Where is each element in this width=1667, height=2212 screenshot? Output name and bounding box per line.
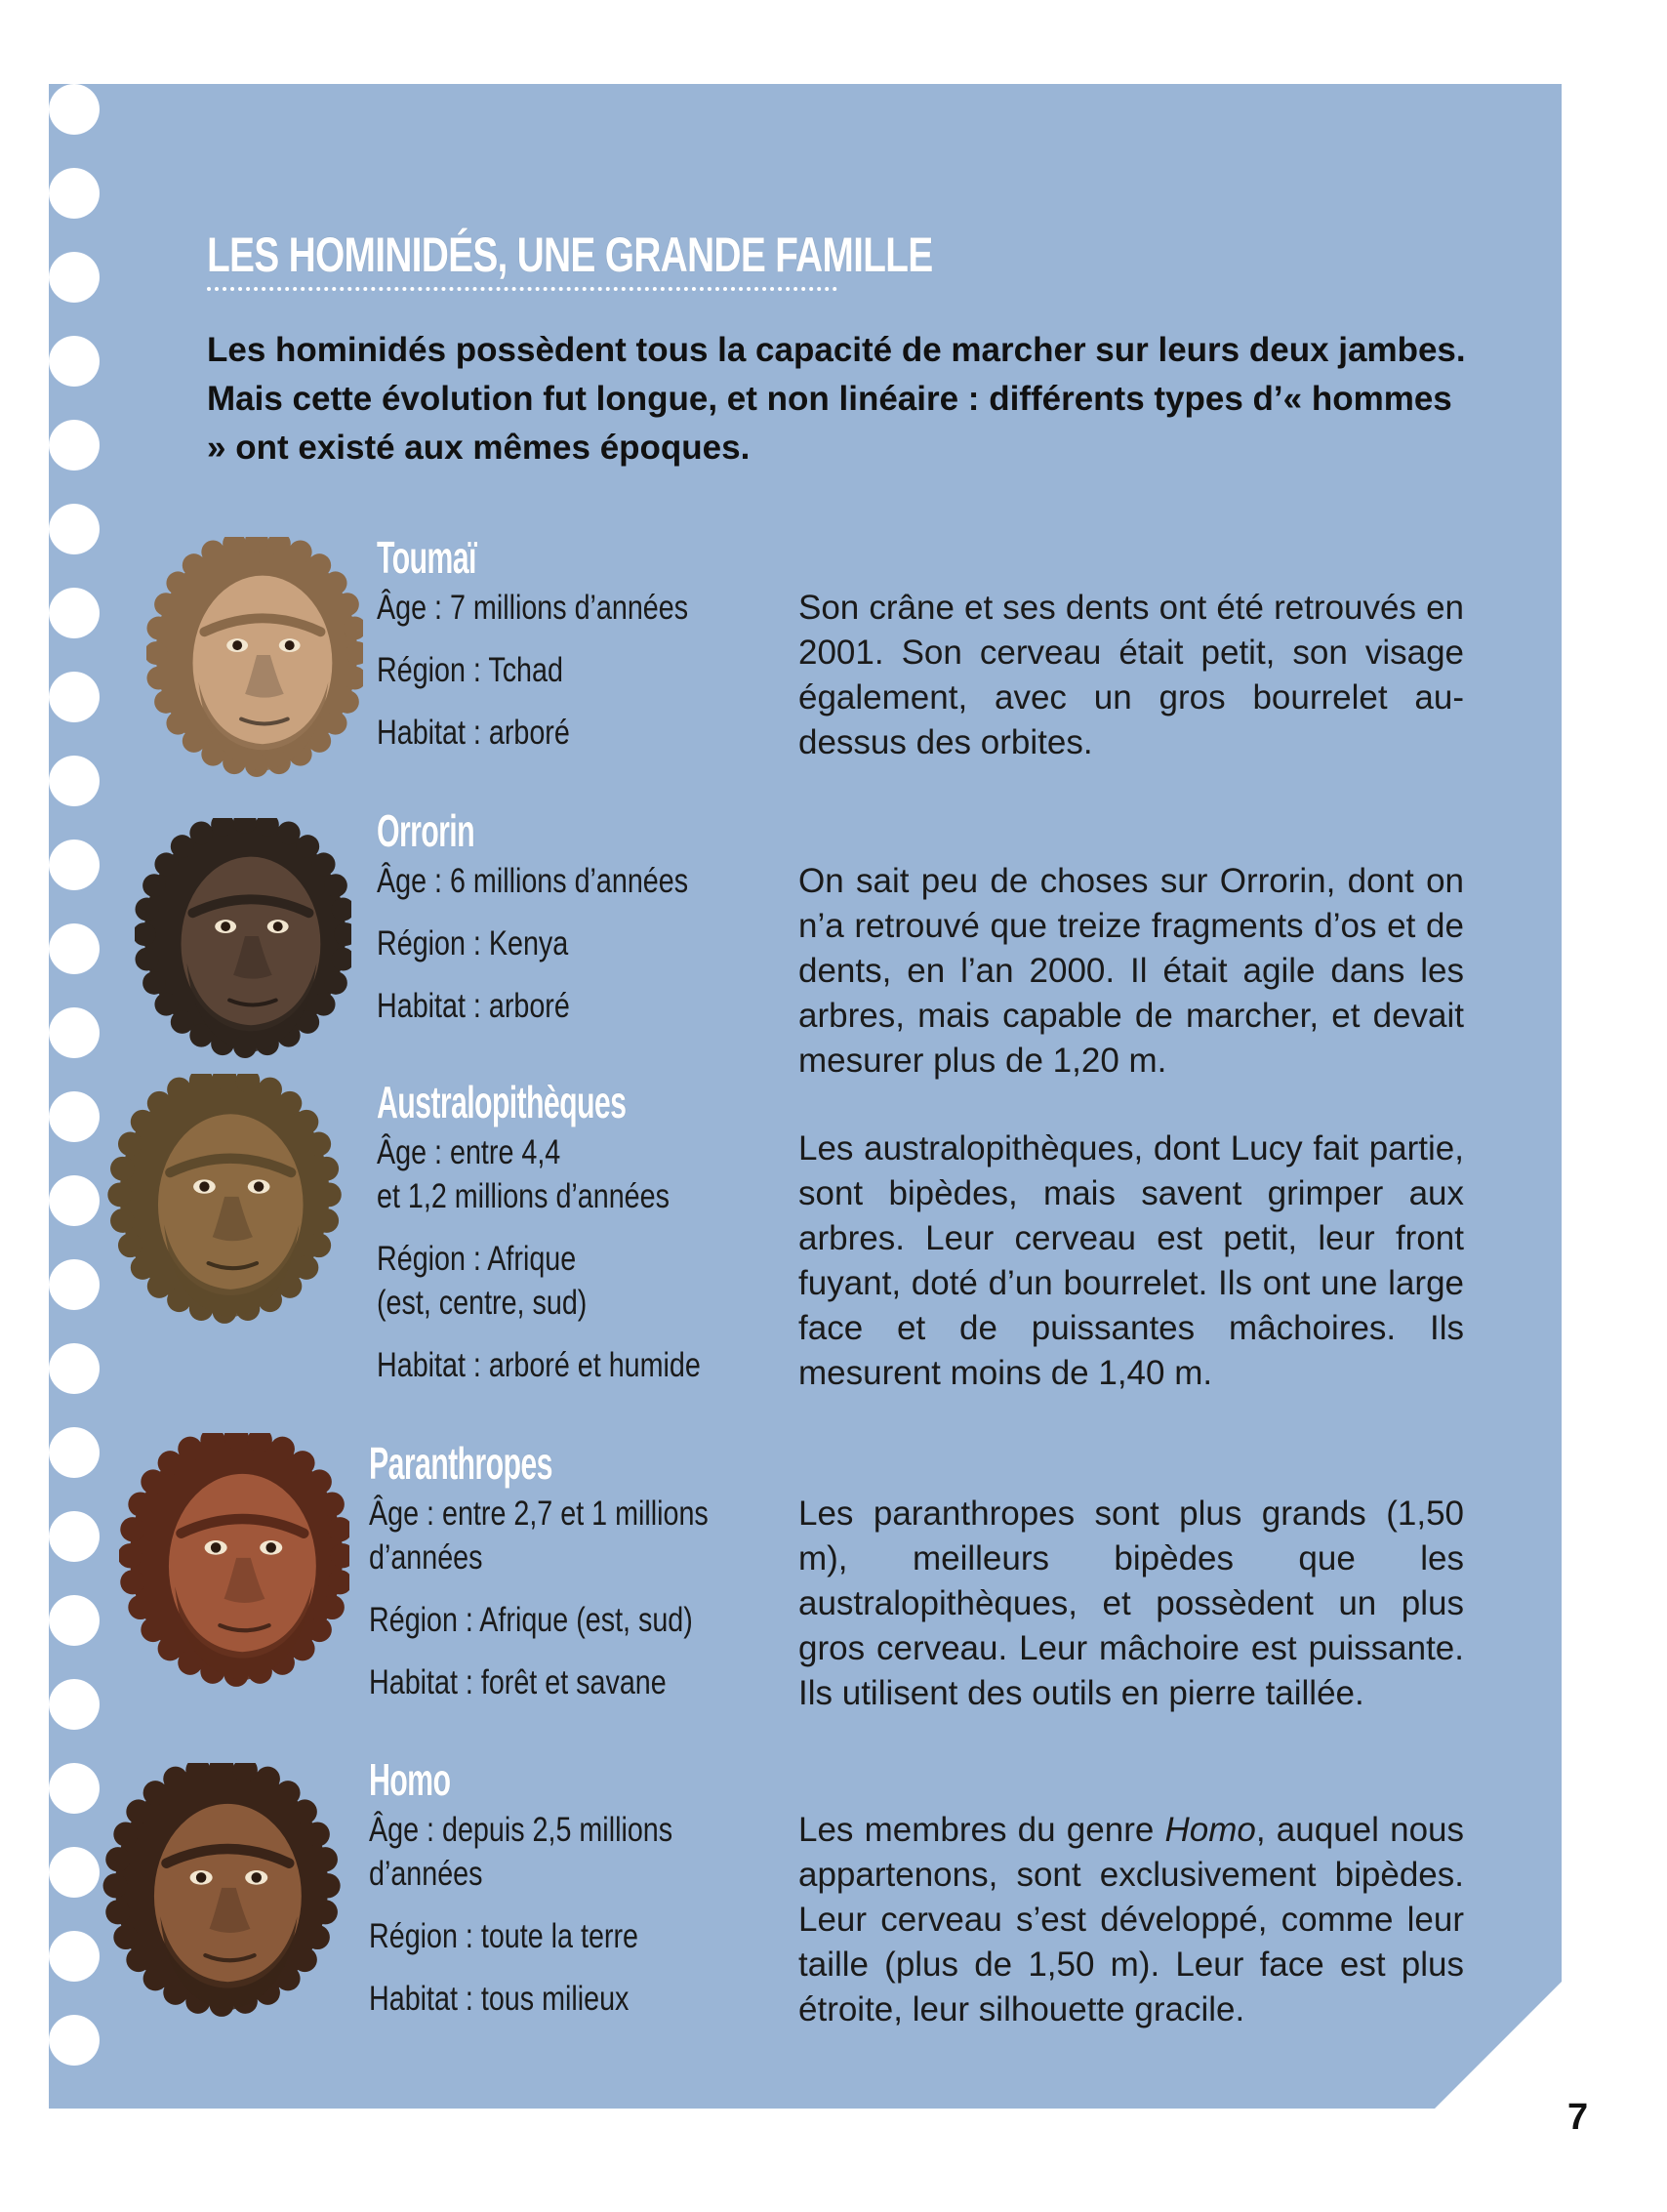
heading-underline [207,287,837,291]
hair-tuft [131,1110,155,1134]
hair-tuft [110,1157,135,1181]
hair-tuft [296,835,319,858]
hair-tuft [113,1822,138,1846]
hair-tuft [314,1157,339,1181]
hair-tuft [147,1091,172,1116]
left-pupil [211,1542,221,1552]
hominid-facts [377,859,756,1046]
hominid-description: Son crâne et ses dents ont été retrouvés en 2001. Son cerveau était petit, son visage également, avec un gros bourrelet au-dessus des orbites. [798,589,1464,761]
hominid-description [798,1808,1464,2032]
hominid-fact: Âge : 7 millions d’années [377,589,689,627]
hair-tuft [278,1091,303,1116]
hair-tuft [154,993,178,1016]
hair-tuft [113,1925,138,1949]
hominid-name: Paranthropes [369,1438,552,1489]
hair-tuft [135,898,158,922]
hair-tuft [336,593,359,616]
hair-tuft [154,690,178,714]
hominid-fact: Région : Kenya [377,924,569,963]
hair-tuft [154,593,178,616]
hair-tuft [312,993,336,1016]
hair-tuft [312,852,336,876]
hominid-facts [369,1492,783,1723]
hair-tuft [141,1618,165,1642]
hominid-name: Homo [369,1754,451,1805]
hominid-description: Les australopithèques, dont Lucy fait partie, sont bipèdes, mais savent grimper aux arbres. Leur cerveau est petit, leur front fuyant, doté d’un bourrelet. Ils ont une large face et de puissantes mâchoires. Ils mesurent moins de 1,40 m. [798,1129,1464,1392]
hominid-fact: Habitat : arboré [377,987,570,1025]
hominid-description: Les paranthropes sont plus grands (1,50 m), meilleurs bipèdes que les australopithèques, et possèdent un plus gros cerveau. Leur mâchoire est puissante. Ils utilisent des outils en pierre taillée. [798,1495,1464,1712]
hominid-fact: Âge : 6 millions d’années [377,862,689,900]
hair-tuft [293,1799,317,1823]
hair-tuft [201,540,224,563]
hair-tuft [171,1010,194,1034]
hair-tuft [183,729,206,753]
hair-tuft [158,1451,183,1475]
left-pupil [232,640,242,650]
orrorin-portrait-icon [135,818,351,1060]
hair-tuft [110,1208,135,1233]
right-pupil [273,922,283,931]
hair-tuft [258,1078,282,1102]
description-text: Les membres du genre [798,1811,1165,1849]
hair-tuft [158,1636,183,1660]
hominid-name: Toumaï [377,532,476,583]
page-heading: LES HOMINIDÉS, UNE GRANDE FAMILLE [207,227,933,282]
hair-tuft [324,571,347,594]
left-pupil [196,1872,206,1882]
toumai-portrait-icon [146,537,363,779]
hair-tuft [131,1255,155,1280]
hominid-facts [369,1808,739,2039]
hair-tuft [306,1132,331,1157]
paranthrope-portrait-icon [119,1433,349,1689]
hair-tuft [120,1570,144,1594]
hominid-fact: Habitat : tous milieux [369,1980,630,2018]
hair-tuft [316,1873,341,1898]
hair-tuft [107,1182,132,1207]
hair-tuft [143,1966,168,1990]
hair-tuft [142,874,166,897]
hair-tuft [293,1947,317,1972]
hair-tuft [320,1595,345,1619]
hominid-fact: Âge : depuis 2,5 millions d’années [369,1811,673,1893]
hair-tuft [295,1255,319,1280]
hair-tuft [305,1822,330,1846]
hominid-fact: Habitat : arboré et humide [377,1346,701,1384]
hair-tuft [324,971,347,995]
hair-tuft [163,1767,187,1791]
hair-tuft [313,1847,338,1871]
hair-tuft [183,553,206,577]
hominid-fact: Région : toute la terre [369,1917,639,1955]
hair-tuft [270,1437,295,1461]
hominid-name: Australopithèques [377,1077,627,1127]
hair-tuft [105,1900,130,1924]
right-pupil [254,1181,264,1191]
hair-tuft [118,1132,142,1157]
hair-tuft [307,1469,332,1494]
page-number: 7 [1567,2097,1589,2138]
hair-tuft [166,712,189,735]
hair-tuft [277,821,301,844]
hair-tuft [336,690,359,714]
hair-tuft [103,1873,128,1898]
right-pupil [251,1872,261,1882]
hair-tuft [171,835,194,858]
hominid-fact: Âge : entre 2,7 et 1 millions d’années [369,1495,709,1577]
hominid-description: On sait peu de choses sur Orrorin, dont on n’a retrouvé que treize fragments d’os et de dents, en l’an 2000. Il était agile dans les arbres, mais capable de marcher, et devait mesurer plus de 1,20 m. [798,862,1464,1080]
hominid-fact: Habitat : forêt et savane [369,1663,667,1701]
hair-tuft [154,852,178,876]
hair-tuft [307,1618,332,1642]
hair-tuft [146,667,170,690]
hominid-fact: Région : Afrique (est, centre, sud) [377,1240,588,1322]
hair-tuft [317,1182,342,1207]
hair-tuft [128,1492,152,1516]
hair-tuft [120,1517,144,1541]
hair-tuft [128,1595,152,1619]
hominid-fact: Région : Afrique (est, sud) [369,1601,693,1639]
hair-tuft [135,948,158,971]
hominid-facts [377,1130,772,1406]
hair-tuft [178,1437,202,1461]
hair-tuft [166,571,189,594]
homo-portrait-icon [94,1763,346,2019]
hair-tuft [146,617,170,640]
hominid-fact: Âge : entre 4,4 et 1,2 millions d’années [377,1133,670,1215]
hominid-facts [377,586,756,773]
hair-tuft [256,1767,280,1791]
hair-tuft [324,712,347,735]
left-pupil [221,922,230,931]
hair-tuft [320,1492,345,1516]
hair-tuft [305,1925,330,1949]
intro-paragraph: Les hominidés possèdent tous la capacité de marcher sur leurs deux jambes. Mais cette évolution fut longue, et non linéaire : différents types d’« hommes » ont existé aux mêmes époques. [207,331,1466,467]
hair-tuft [307,553,331,577]
hair-tuft [289,540,312,563]
hair-tuft [275,1781,300,1805]
right-pupil [265,1542,275,1552]
hair-tuft [167,1078,191,1102]
hair-tuft [324,874,347,897]
hair-tuft [126,1799,150,1823]
hair-tuft [141,1469,165,1494]
hair-tuft [126,1947,150,1972]
hair-tuft [142,971,166,995]
hair-tuft [105,1847,130,1871]
hair-tuft [314,1208,339,1233]
australopitheque-portrait-icon [98,1074,347,1326]
hair-tuft [143,1781,168,1805]
hair-tuft [118,1233,142,1257]
description-text: , auquel nous appartenons, sont exclusivement bipèdes. Leur cerveau s’est développé, comme leur taille (plus de 1,50 m). Leur face est plus étroite, leur silhouette gracile. [798,1811,1464,2028]
hominid-fact: Habitat : arboré [377,714,570,752]
hair-tuft [290,1451,314,1475]
hair-tuft [306,1233,331,1257]
hair-tuft [313,1900,338,1924]
hair-tuft [147,1274,172,1298]
hominid-fact: Région : Tchad [377,651,563,689]
right-pupil [285,640,295,650]
genus-name: Homo [1164,1811,1256,1849]
hair-tuft [295,1110,319,1134]
left-pupil [199,1181,209,1191]
hair-tuft [189,821,213,844]
hominid-name: Orrorin [377,805,474,856]
